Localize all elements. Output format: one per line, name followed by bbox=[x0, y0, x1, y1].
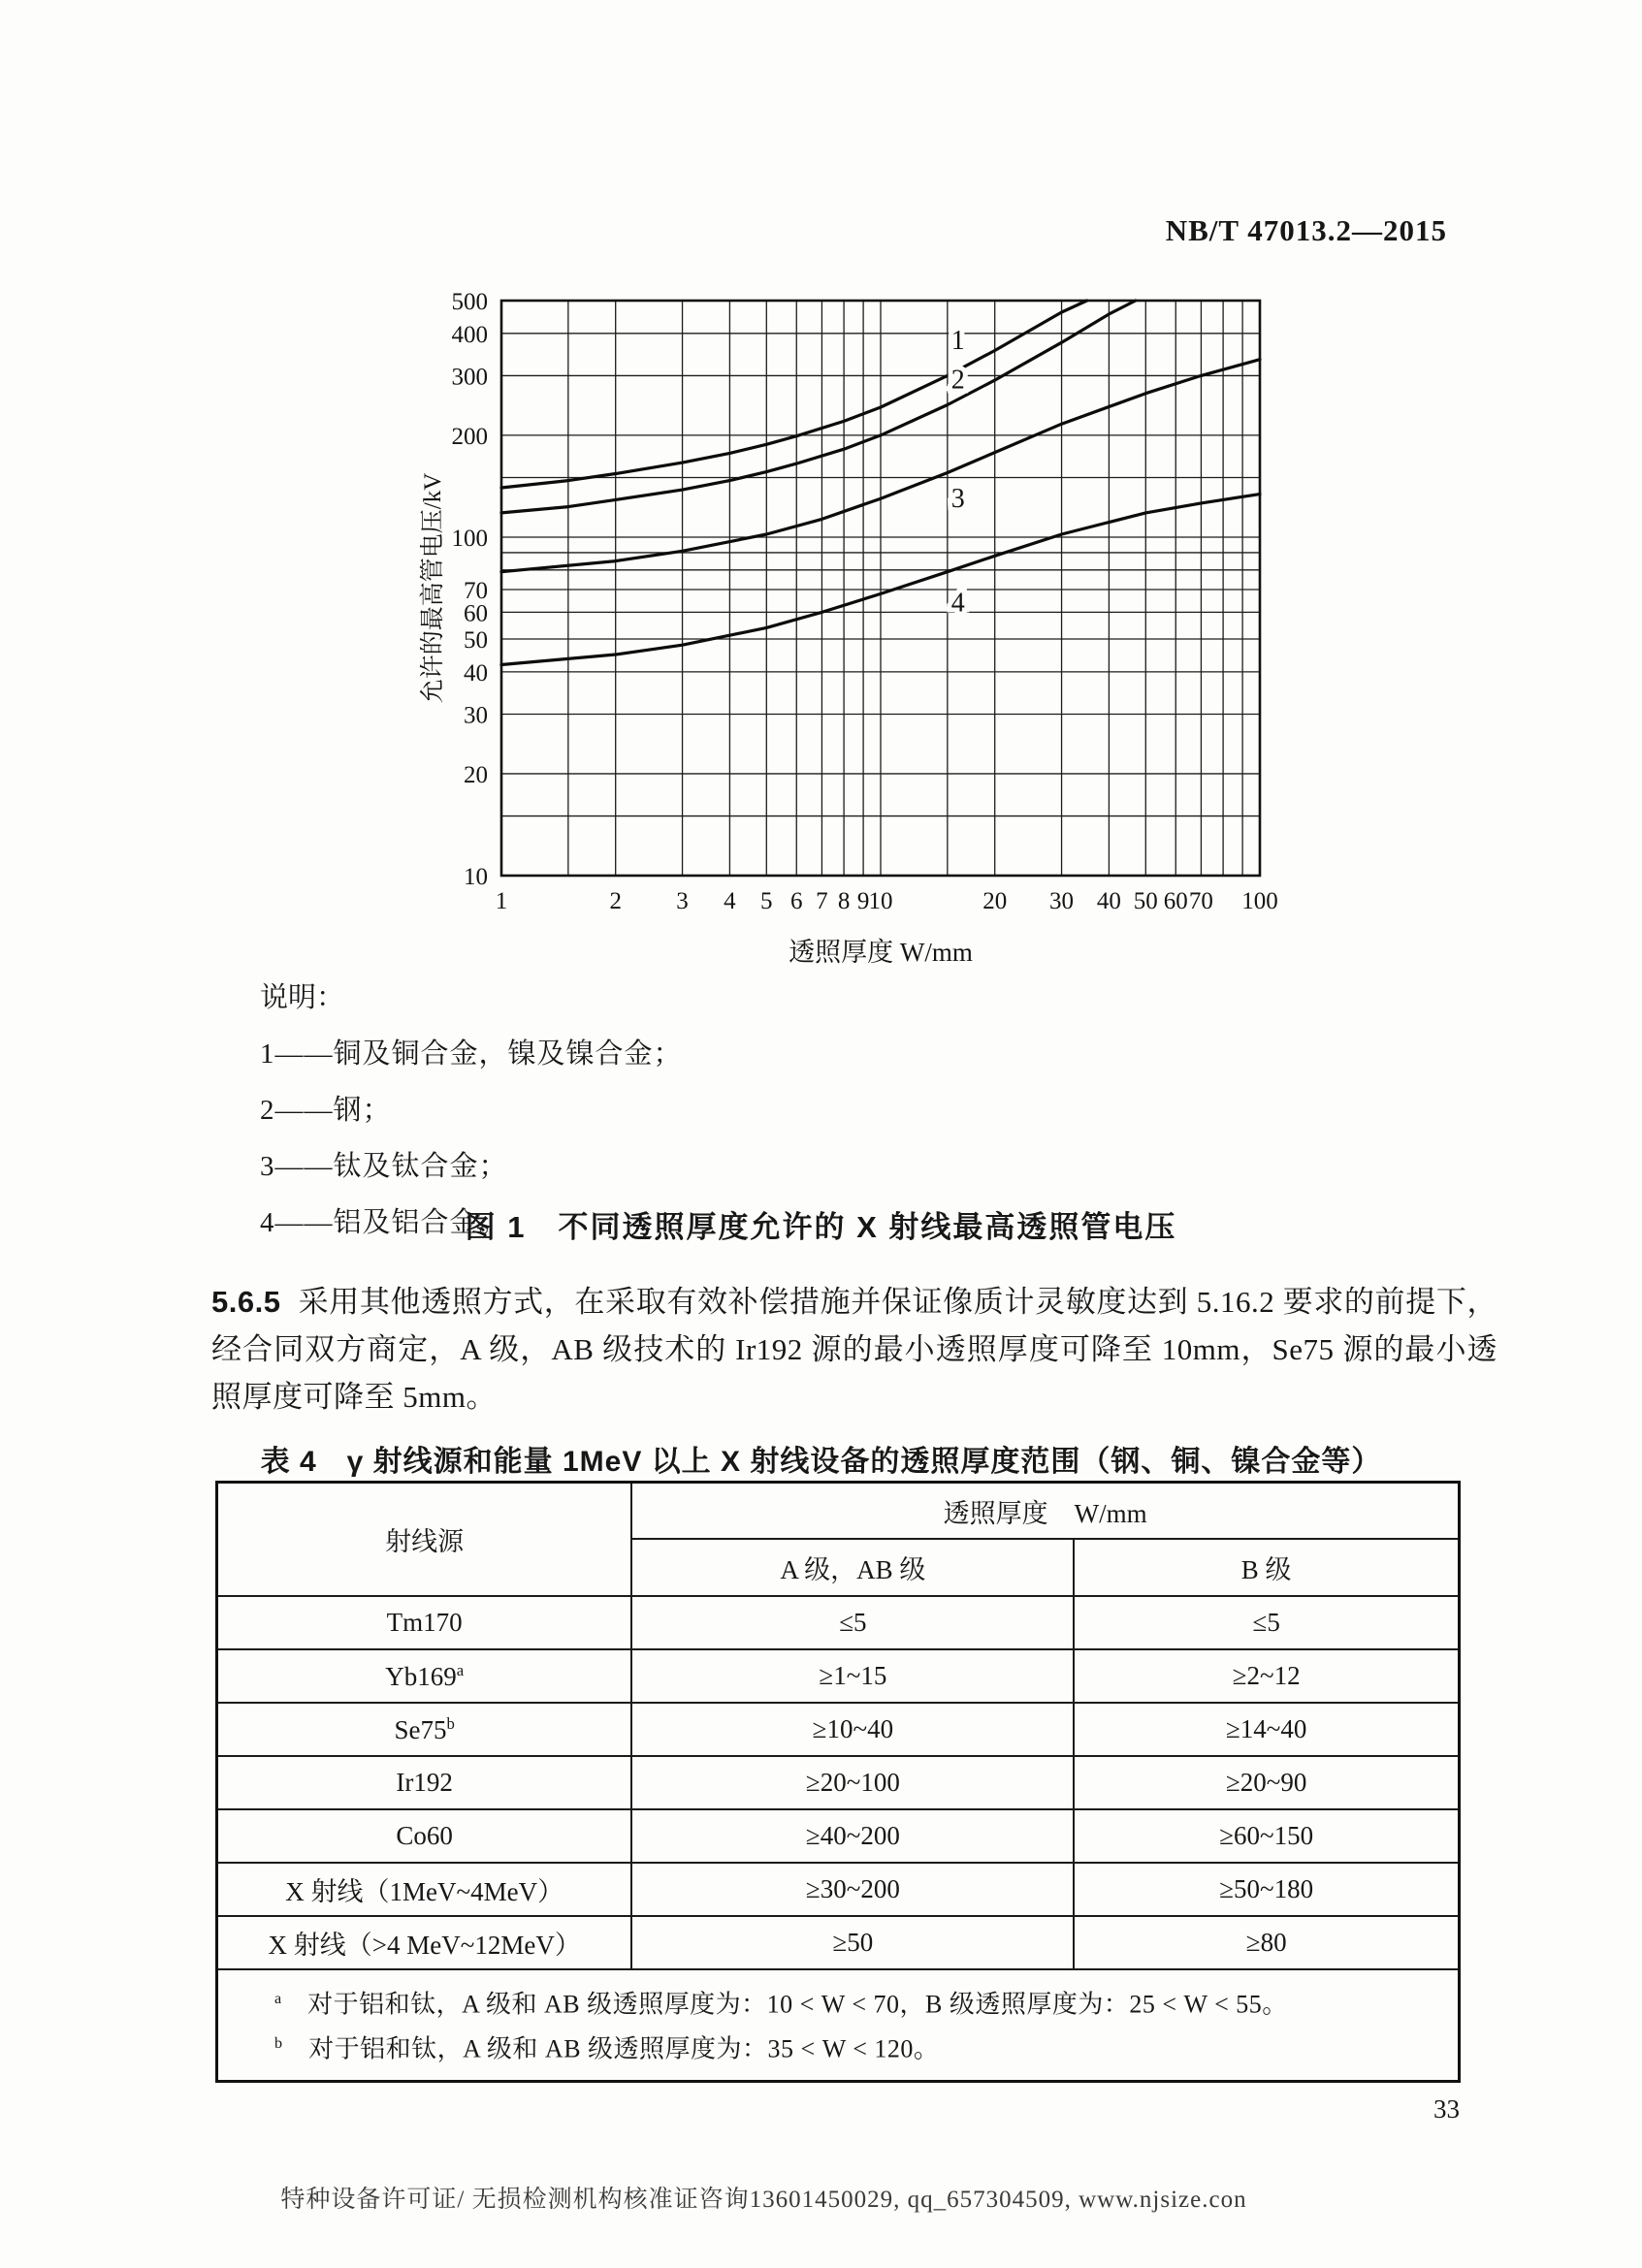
curve-label-3: 3 bbox=[950, 484, 965, 515]
table-row bbox=[217, 1703, 1460, 1756]
footnote-b-text: 对于铝和钛，A 级和 AB 级透照厚度为：35 < W < 120。 bbox=[308, 2034, 940, 2063]
table-row bbox=[217, 1863, 1460, 1916]
page-number: 33 bbox=[1433, 2094, 1460, 2124]
cell-class-a-ab: ≥10~40 bbox=[631, 1703, 1074, 1756]
table-4 bbox=[215, 1481, 1461, 2083]
cell-source: X 射线（1MeV~4MeV） bbox=[217, 1863, 632, 1916]
curve-label-1: 1 bbox=[950, 325, 965, 356]
table-row bbox=[217, 1809, 1460, 1863]
figure-1-chart bbox=[417, 260, 1290, 985]
table-footnotes bbox=[217, 1969, 1460, 2082]
figure-legend bbox=[260, 975, 683, 1240]
loglog-voltage-chart bbox=[417, 260, 1290, 985]
curve-label-4: 4 bbox=[950, 588, 965, 619]
cell-class-b: ≥20~90 bbox=[1074, 1756, 1459, 1809]
curve-1-series bbox=[501, 301, 1087, 488]
cell-class-a-ab: ≥50 bbox=[631, 1916, 1074, 1969]
x-tick-label: 6 bbox=[790, 888, 803, 914]
curve-label-2: 2 bbox=[950, 365, 965, 396]
x-tick-label: 2 bbox=[609, 888, 622, 914]
x-tick-label: 1 bbox=[495, 888, 508, 914]
footer-watermark: 特种设备许可证/ 无损检测机构核准证咨询13601450029, qq_657304509, www.njsize.con bbox=[280, 2187, 1247, 2213]
table-row bbox=[217, 1596, 1460, 1649]
x-tick-label: 60 bbox=[1163, 888, 1188, 914]
x-tick-label: 20 bbox=[982, 888, 1008, 914]
x-tick-label: 5 bbox=[760, 888, 773, 914]
cell-source: X 射线（>4 MeV~12MeV） bbox=[217, 1916, 632, 1969]
x-tick-label: 4 bbox=[724, 888, 736, 914]
footnote-a bbox=[274, 1980, 1458, 2025]
legend-item-4: 4——铝及铝合金。 bbox=[260, 1207, 508, 1238]
y-tick-label: 10 bbox=[464, 864, 488, 890]
legend-item-2: 2——钢； bbox=[260, 1095, 392, 1126]
document-number-header: NB/T 47013.2—2015 bbox=[1165, 213, 1447, 247]
column-header-class-a-ab: A 级，AB 级 bbox=[631, 1539, 1074, 1596]
footnote-b bbox=[274, 2025, 1458, 2069]
cell-source: Se75$^b$ bbox=[217, 1703, 632, 1756]
clause-text: 采用其他透照方式，在采取有效补偿措施并保证像质计灵敏度达到 5.16.2 要求的前提下，经合同双方商定，A 级，AB 级技术的 Ir192 源的最小透照厚度可降至 10mm，Se75 源的最小透照厚度可降至 5mm。 bbox=[211, 1285, 1497, 1414]
legend-item-3: 3——钛及钛合金； bbox=[260, 1151, 508, 1182]
cell-class-b: ≥50~180 bbox=[1074, 1863, 1459, 1916]
y-tick-label: 50 bbox=[464, 627, 488, 655]
source-footnote-mark: a bbox=[456, 1660, 465, 1679]
x-tick-label: 40 bbox=[1096, 888, 1121, 914]
curve-2-series bbox=[501, 301, 1136, 513]
cell-source: Co60 bbox=[217, 1809, 632, 1863]
x-tick-label: 3 bbox=[676, 888, 689, 914]
y-tick-label: 200 bbox=[451, 423, 488, 450]
footnote-a-mark: a bbox=[274, 1991, 282, 2007]
y-tick-label: 500 bbox=[451, 289, 488, 315]
footnote-b-mark: b bbox=[274, 2034, 283, 2052]
column-header-source: 射线源 bbox=[217, 1483, 632, 1597]
x-tick-label: 100 bbox=[1241, 888, 1278, 914]
y-tick-label: 20 bbox=[464, 761, 488, 788]
table-row bbox=[217, 1916, 1460, 1969]
cell-class-b: ≥14~40 bbox=[1074, 1703, 1459, 1756]
column-header-thickness: 透照厚度 W/mm bbox=[631, 1483, 1459, 1540]
y-tick-label: 60 bbox=[464, 600, 488, 627]
x-tick-label: 70 bbox=[1188, 888, 1213, 914]
cell-class-a-ab: ≥1~15 bbox=[631, 1649, 1074, 1703]
clause-5-6-5 bbox=[211, 1278, 1497, 1421]
cell-class-a-ab: ≤5 bbox=[631, 1596, 1074, 1649]
figure-caption: 图 1 不同透照厚度允许的 X 射线最高透照管电压 bbox=[465, 1210, 1177, 1244]
x-tick-label: 50 bbox=[1133, 888, 1158, 914]
cell-class-b: ≥80 bbox=[1074, 1916, 1459, 1969]
cell-class-b: ≥60~150 bbox=[1074, 1809, 1459, 1863]
y-tick-label: 300 bbox=[451, 364, 488, 391]
source-footnote-mark: b bbox=[446, 1713, 455, 1733]
cell-class-a-ab: ≥40~200 bbox=[631, 1809, 1074, 1863]
x-tick-label: 8 bbox=[837, 888, 851, 914]
clause-number: 5.6.5 bbox=[211, 1285, 281, 1319]
cell-class-a-ab: ≥20~100 bbox=[631, 1756, 1074, 1809]
footnote-a-text: 对于铝和钛，A 级和 AB 级透照厚度为：10 < W < 70，B 级透照厚度为：25 < W < 55。 bbox=[307, 1990, 1288, 2019]
y-tick-label: 40 bbox=[464, 659, 488, 687]
x-tick-label: 7 bbox=[816, 888, 828, 914]
cell-class-a-ab: ≥30~200 bbox=[631, 1863, 1074, 1916]
table-4-title: 表 4 γ 射线源和能量 1MeV 以上 X 射线设备的透照厚度范围（钢、铜、镍合金等） bbox=[260, 1446, 1382, 1478]
cell-class-b: ≥2~12 bbox=[1074, 1649, 1459, 1703]
legend-item-1: 1——铜及铜合金，镍及镍合金； bbox=[260, 1038, 683, 1070]
table-row bbox=[217, 1649, 1460, 1703]
x-tick-label: 10 bbox=[868, 888, 893, 914]
y-tick-label: 100 bbox=[451, 525, 488, 552]
x-tick-label: 30 bbox=[1049, 888, 1075, 914]
cell-source: Yb169$^a$ bbox=[217, 1649, 632, 1703]
column-header-class-b: B 级 bbox=[1074, 1539, 1459, 1596]
y-tick-label: 70 bbox=[464, 578, 488, 605]
x-tick-label: 9 bbox=[856, 888, 870, 914]
x-axis-title: 透照厚度 W/mm bbox=[789, 938, 973, 967]
y-tick-label: 30 bbox=[464, 702, 488, 729]
y-tick-label: 400 bbox=[451, 321, 488, 348]
cell-source: Tm170 bbox=[217, 1596, 632, 1649]
cell-class-b: ≤5 bbox=[1074, 1596, 1459, 1649]
table-row bbox=[217, 1756, 1460, 1809]
cell-source: Ir192 bbox=[217, 1756, 632, 1809]
y-axis-title: 允许的最高管电压/kV bbox=[420, 472, 446, 704]
legend-title: 说明： bbox=[260, 982, 345, 1013]
